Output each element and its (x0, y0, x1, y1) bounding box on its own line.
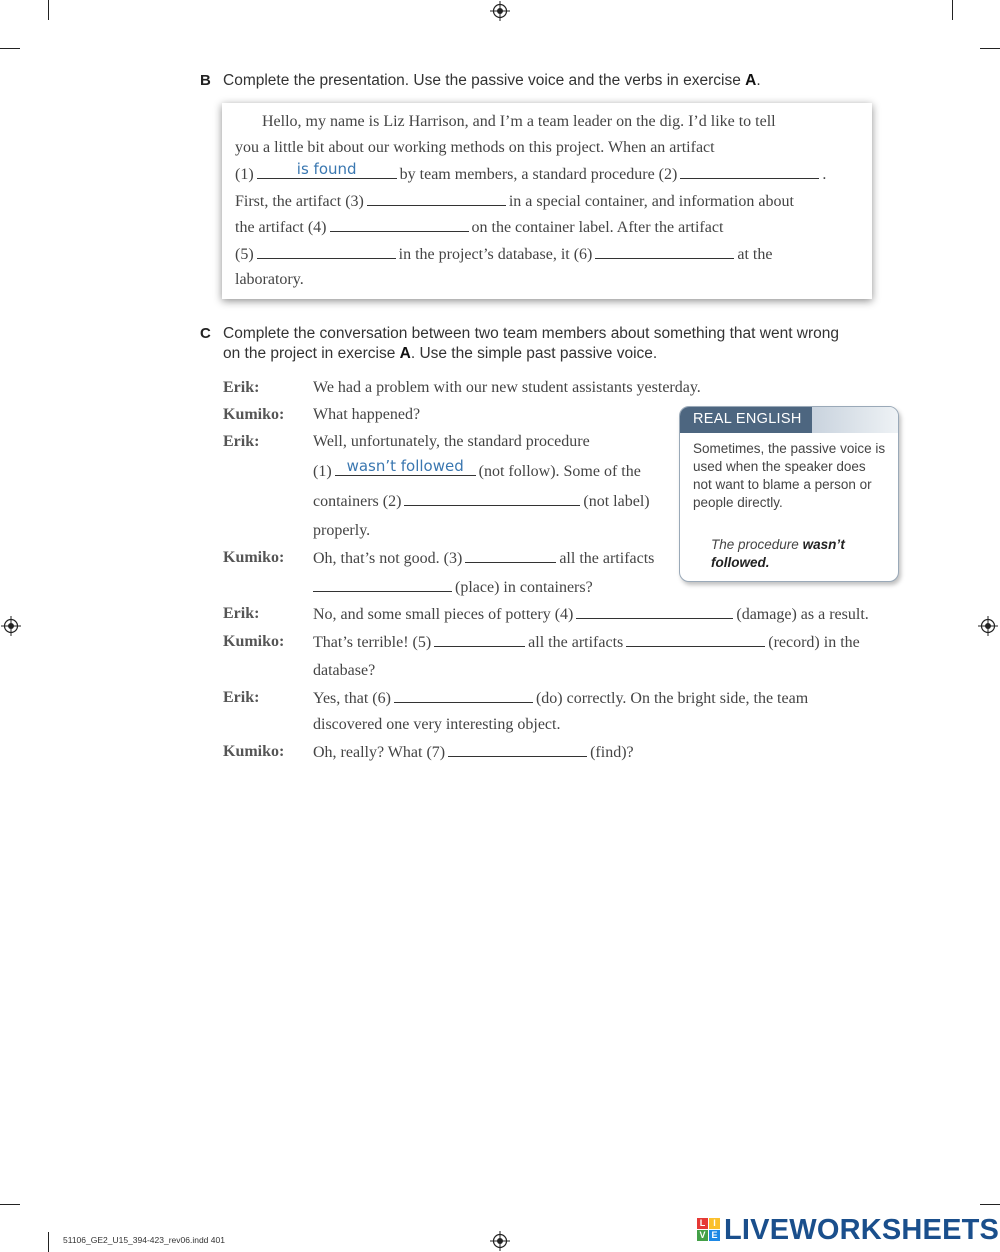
dialogue-line: Oh, that’s not good. (3) all the artifacts (313, 550, 655, 567)
real-english-example: The procedure wasn’t followed. (711, 537, 845, 570)
real-english-header (680, 407, 898, 433)
blank-4-input[interactable] (330, 217, 469, 232)
speaker-name: Erik: (223, 689, 260, 706)
crop-mark (0, 48, 20, 49)
speaker-name: Kumiko: (223, 633, 285, 650)
registration-mark-icon (490, 1, 510, 21)
passage-line: the artifact (4) on the container label. After the artifact (235, 219, 724, 236)
logo-text: LIVEWORKSHEETS (724, 1214, 1000, 1246)
blank-3-input[interactable] (465, 548, 556, 563)
dialogue-line: Oh, really? What (7) (find)? (313, 744, 634, 761)
blank-5-input[interactable] (257, 244, 396, 259)
file-info: 51106_GE2_U15_394-423_rev06.indd 401 (63, 1235, 225, 1245)
presentation-passage (222, 103, 872, 299)
dialogue-line: Yes, that (6) (do) correctly. On the bright side, the team (313, 690, 809, 707)
dialogue-line: What happened? (313, 406, 421, 423)
passage-line: (5) in the project’s database, it (6) at the (235, 246, 773, 263)
blank-3b-input[interactable] (313, 577, 452, 592)
real-english-box (679, 406, 899, 582)
blank-6-input[interactable] (595, 244, 734, 259)
blank-3-input[interactable] (367, 191, 506, 206)
crop-mark (48, 0, 49, 20)
crop-mark (0, 1204, 20, 1205)
speaker-name: Kumiko: (223, 406, 285, 423)
blank-2-input[interactable] (680, 164, 819, 179)
dialogue-line: (1) wasn’t followed (not follow). Some of the (313, 457, 641, 480)
blank-6-input[interactable] (394, 688, 533, 703)
blank-5-input[interactable] (434, 632, 525, 647)
blank-1-input[interactable] (335, 457, 476, 476)
blank-1-input[interactable] (257, 160, 397, 179)
blank-7-input[interactable] (448, 742, 587, 757)
dialogue-line: properly. (313, 522, 371, 539)
registration-mark-icon (1, 616, 21, 636)
speaker-name: Erik: (223, 379, 260, 396)
crop-mark (980, 48, 1000, 49)
passage-line: (1) is found by team members, a standard procedure (2) . (235, 160, 827, 183)
blank-2-input[interactable] (404, 491, 580, 506)
blank-4-input[interactable] (576, 604, 733, 619)
crop-mark (48, 1232, 49, 1252)
exercise-c-letter: C (200, 325, 211, 342)
real-english-title: REAL ENGLISH (693, 411, 802, 427)
exercise-c-instruction: Complete the conversation between two team members about something that went wrong on the project in exercise A. Use the simple past passive voice. (223, 325, 840, 362)
dialogue-line: No, and some small pieces of pottery (4) (damage) as a result. (313, 606, 869, 623)
answer-text: is found (296, 160, 357, 178)
dialogue-line: database? (313, 662, 376, 679)
dialogue-line: That’s terrible! (5) all the artifacts (record) in the (313, 634, 860, 651)
real-english-body: Sometimes, the passive voice is used when the speaker does not want to blame a person or people directly. (693, 441, 886, 510)
blank-5b-input[interactable] (626, 632, 765, 647)
exercise-b-instruction: Complete the presentation. Use the passive voice and the verbs in exercise A. (223, 72, 761, 89)
passage-line: Hello, my name is Liz Harrison, and I’m a team leader on the dig. I’d like to tell (262, 113, 776, 130)
exercise-b-letter: B (200, 72, 211, 89)
dialogue-line: (place) in containers? (310, 577, 593, 598)
answer-text: wasn’t followed (346, 457, 464, 475)
registration-mark-icon (978, 616, 998, 636)
registration-mark-icon (490, 1231, 510, 1251)
crop-mark (952, 0, 953, 20)
logo-grid-icon: L I V E (697, 1218, 721, 1242)
crop-mark (980, 1204, 1000, 1205)
dialogue-line: Well, unfortunately, the standard procedure (313, 433, 590, 450)
passage-line: First, the artifact (3) in a special container, and information about (235, 193, 794, 210)
speaker-name: Erik: (223, 605, 260, 622)
speaker-name: Kumiko: (223, 549, 285, 566)
dialogue-line: containers (2) (not label) (313, 493, 650, 510)
speaker-name: Erik: (223, 433, 260, 450)
dialogue-line: We had a problem with our new student assistants yesterday. (313, 379, 701, 396)
dialogue-line: discovered one very interesting object. (313, 716, 561, 733)
passage-line: laboratory. (235, 271, 304, 288)
speaker-name: Kumiko: (223, 743, 285, 760)
passage-line: you a little bit about our working methods on this project. When an artifact (235, 139, 715, 156)
